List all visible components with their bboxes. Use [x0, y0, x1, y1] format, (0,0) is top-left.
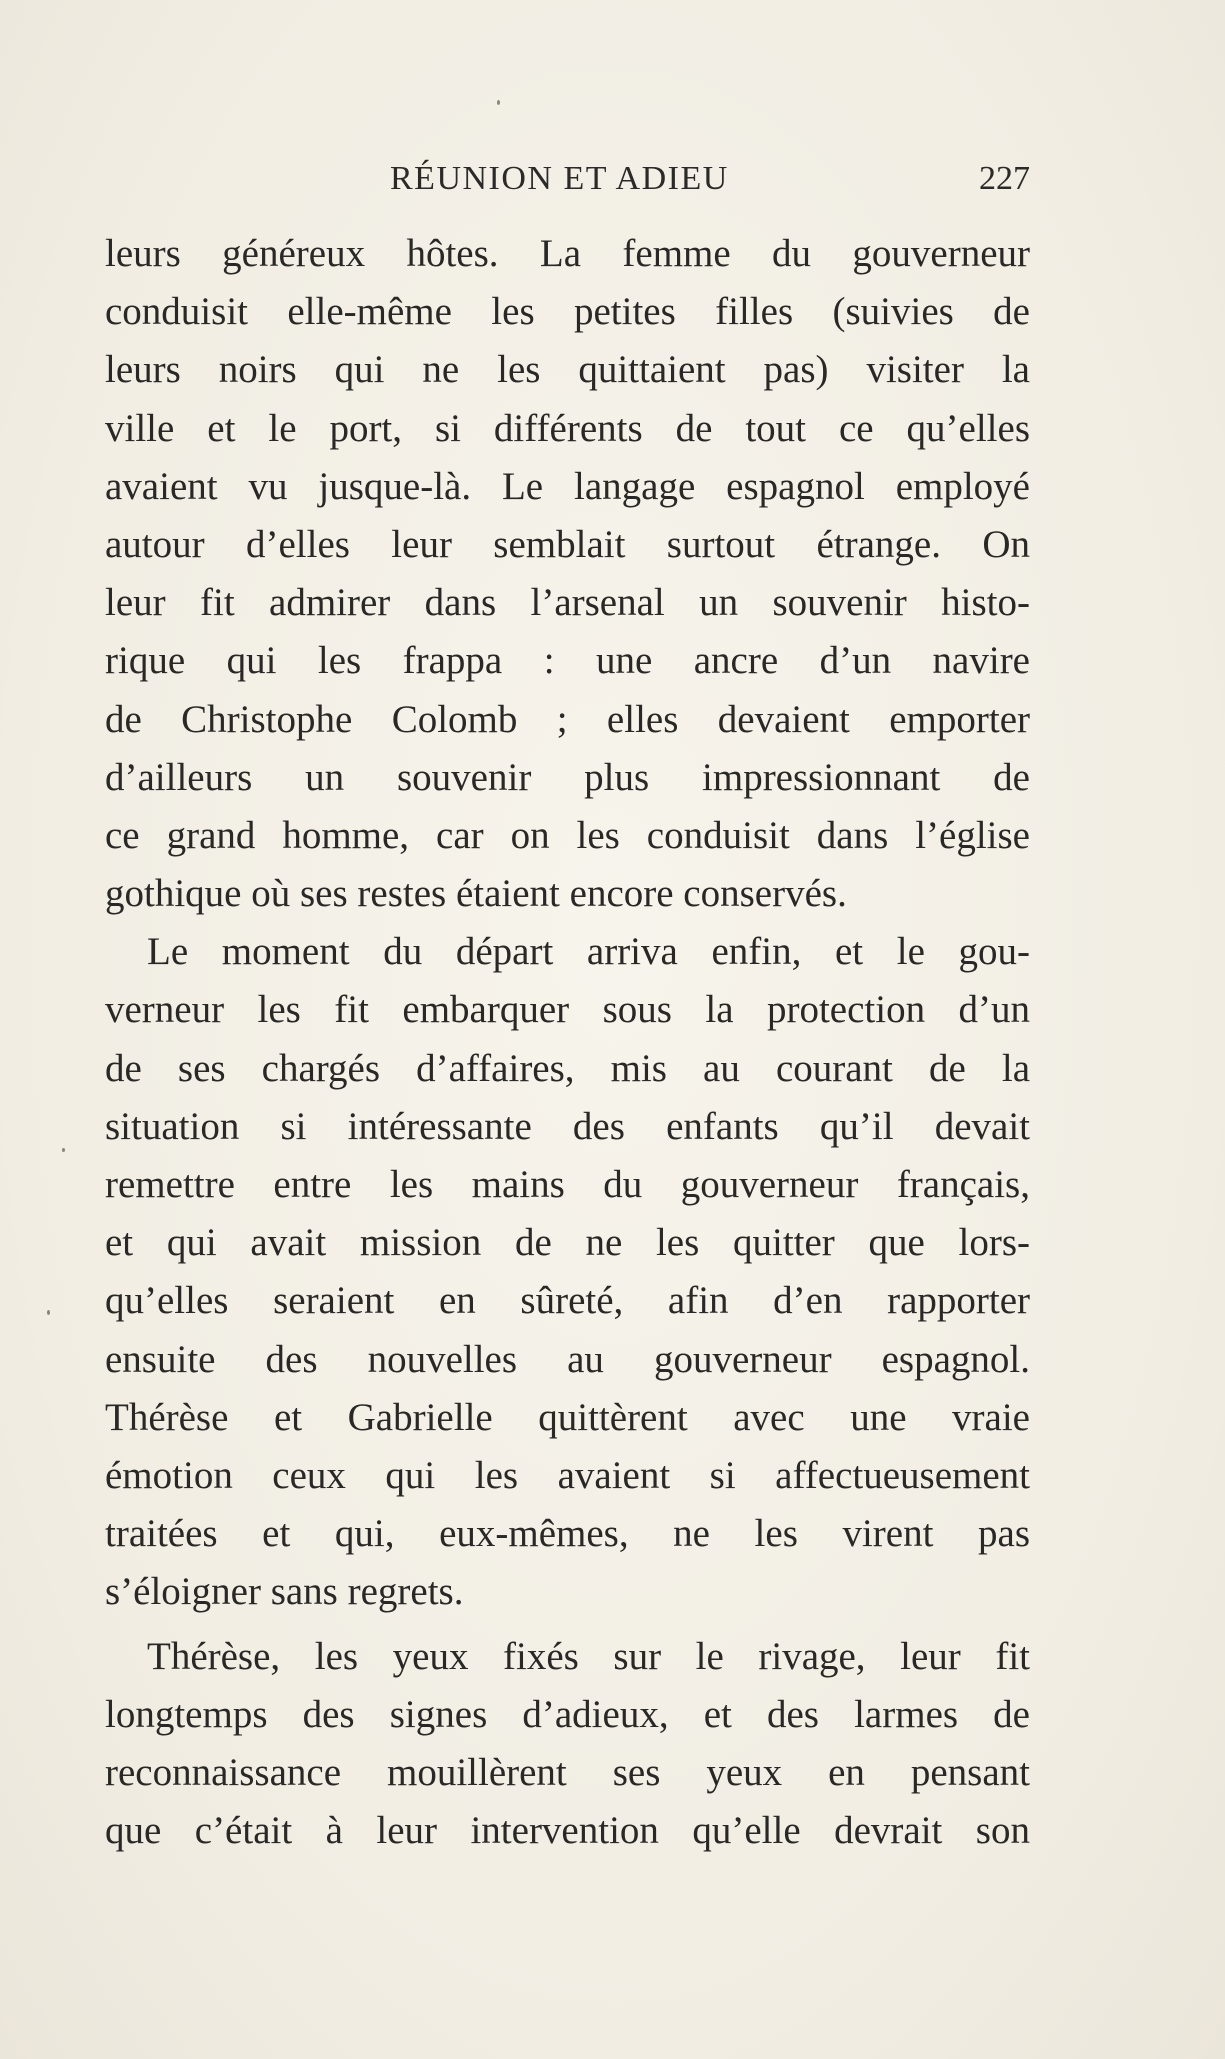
text-line: de ses chargés d’affaires, mis au courant de la [105, 1046, 1030, 1090]
paper-speck [497, 100, 500, 105]
text-line: situation si intéressante des enfants qu’il devait [105, 1104, 1030, 1148]
running-title: RÉUNION ET ADIEU [390, 160, 729, 197]
text-line: qu’elles seraient en sûreté, afin d’en rapporter [105, 1279, 1030, 1323]
text-line: conduisit elle-même les petites filles (suivies de [105, 290, 1030, 334]
paragraph [105, 923, 1030, 1621]
text-line: gothique où ses restes étaient encore conservés. [105, 872, 847, 916]
text-line: ensuite des nouvelles au gouverneur espagnol. [105, 1337, 1030, 1381]
text-line: traitées et qui, eux-mêmes, ne les virent pas [105, 1512, 1030, 1556]
text-line: remettre entre les mains du gouverneur français, [105, 1163, 1030, 1206]
text-line: longtemps des signes d’adieux, et des larmes de [105, 1692, 1030, 1736]
body-text [105, 225, 1030, 1860]
paper-speck [62, 1148, 65, 1152]
running-header [105, 160, 1030, 210]
text-line: autour d’elles leur semblait surtout étrange. On [105, 522, 1030, 566]
text-line: s’éloigner sans regrets. [105, 1570, 464, 1614]
text-line: Thérèse et Gabrielle quittèrent avec une vraie [105, 1395, 1030, 1439]
text-line: Le moment du départ arriva enfin, et le gou- [147, 930, 1030, 974]
text-line: rique qui les frappa : une ancre d’un navire [105, 639, 1030, 683]
text-line: ville et le port, si différents de tout ce qu’elles [105, 406, 1030, 450]
text-line: de Christophe Colomb ; elles devaient emporter [105, 697, 1030, 741]
text-line: et qui avait mission de ne les quitter que lors- [105, 1221, 1030, 1265]
text-line: avaient vu jusque-là. Le langage espagnol employé [105, 464, 1030, 508]
paper-speck [47, 1310, 50, 1315]
text-line: reconnaissance mouillèrent ses yeux en pensant [105, 1750, 1030, 1794]
page-number: 227 [979, 160, 1030, 197]
text-line: leur fit admirer dans l’arsenal un souvenir histo- [105, 581, 1030, 625]
text-line: Thérèse, les yeux fixés sur le rivage, leur fit [147, 1634, 1030, 1678]
text-line: émotion ceux qui les avaient si affectueusement [105, 1453, 1030, 1497]
text-line: ce grand homme, car on les conduisit dans l’église [105, 813, 1030, 857]
text-line: leurs généreux hôtes. La femme du gouverneur [105, 232, 1030, 275]
text-line: leurs noirs qui ne les quittaient pas) visiter la [105, 348, 1030, 392]
text-line: d’ailleurs un souvenir plus impressionnant de [105, 755, 1030, 799]
text-line: que c’était à leur intervention qu’elle devrait son [105, 1809, 1030, 1853]
paragraph [105, 225, 1030, 923]
text-line: verneur les fit embarquer sous la protection d’un [105, 988, 1030, 1032]
paragraph [105, 1628, 1030, 1861]
